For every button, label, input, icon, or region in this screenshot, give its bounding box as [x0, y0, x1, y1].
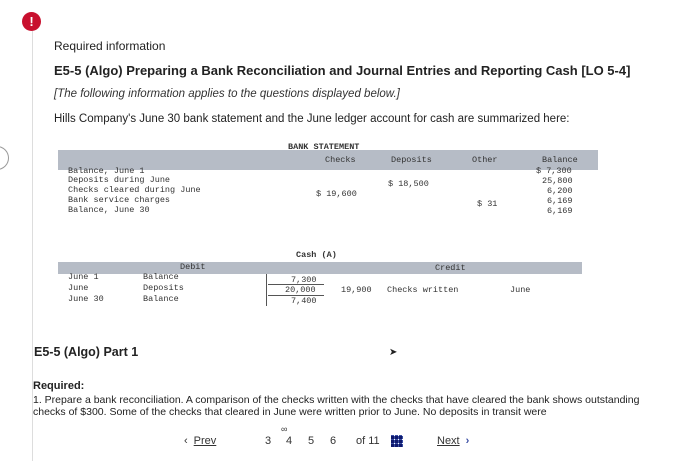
cash-account-title: Cash (A) — [296, 250, 337, 260]
required-text: 1. Prepare a bank reconciliation. A comparison of the checks written with the checks that have cleared the bank shows outstanding checks of $300. Some of the checks that cleared in June were written prior to June. No deposits in transit were — [33, 394, 640, 418]
bank-statement-title: BANK STATEMENT — [288, 142, 360, 152]
row-label: Bank service charges — [68, 195, 171, 205]
chevron-left-icon: ‹ — [184, 435, 188, 447]
debit-desc: Balance — [143, 294, 179, 304]
col-balance: Balance — [542, 155, 578, 165]
debit-amount: 7,300 — [291, 275, 317, 285]
row-checks: $ 19,600 — [316, 189, 357, 199]
part-heading: E5-5 (Algo) Part 1 — [34, 345, 139, 359]
intro-text: Hills Company's June 30 bank statement and the June ledger account for cash are summarized here: — [54, 113, 570, 125]
credit-desc: Checks written — [387, 285, 459, 295]
row-balance: 6,200 — [547, 186, 573, 196]
prev-button[interactable]: ‹ Prev — [184, 435, 217, 447]
side-panel-handle[interactable] — [0, 146, 9, 170]
chevron-right-icon: › — [465, 435, 470, 447]
row-balance: 25,800 — [542, 176, 573, 186]
row-balance: 6,169 — [547, 206, 573, 216]
page-6-link[interactable]: 6 — [330, 435, 337, 447]
credit-date: June — [510, 285, 531, 295]
debit-amount: 20,000 — [285, 285, 316, 295]
row-label: Checks cleared during June — [68, 185, 201, 195]
debit-amount: 7,400 — [291, 296, 317, 306]
mouse-cursor-icon: ➤ — [389, 347, 398, 358]
pagination-bar — [0, 424, 700, 458]
col-other: Other — [472, 155, 498, 165]
debit-desc: Balance — [143, 272, 179, 282]
row-label: Balance, June 1 — [68, 166, 145, 176]
page-5-link[interactable]: 5 — [308, 435, 315, 447]
cash-header-bar — [58, 262, 582, 274]
alert-icon: ! — [22, 12, 41, 31]
page-3-link[interactable]: 3 — [265, 435, 272, 447]
row-label: Deposits during June — [68, 175, 171, 185]
debit-label: Debit — [180, 262, 206, 272]
row-balance: 6,169 — [547, 196, 573, 206]
row-label: Balance, June 30 — [68, 205, 150, 215]
credit-label: Credit — [435, 263, 466, 273]
info-note: [The following information applies to the questions displayed below.] — [54, 88, 400, 100]
link-icon: ∞ — [281, 424, 288, 434]
t-account-divider — [266, 274, 267, 306]
cash-ledger-table — [58, 248, 582, 308]
debit-date: June 1 — [68, 272, 99, 282]
debit-date: June — [68, 283, 89, 293]
debit-desc: Deposits — [143, 283, 184, 293]
row-balance: $ 7,300 — [536, 166, 572, 176]
grid-icon[interactable] — [391, 435, 403, 447]
page-4-link[interactable]: 4 — [286, 435, 293, 447]
required-label: Required: — [33, 380, 85, 392]
page-count-label: of 11 — [356, 435, 380, 447]
col-checks: Checks — [325, 155, 356, 165]
row-deposits: $ 18,500 — [388, 179, 429, 189]
debit-date: June 30 — [68, 294, 104, 304]
row-other: $ 31 — [477, 199, 498, 209]
credit-amount: 19,900 — [341, 285, 372, 295]
bank-statement-table — [58, 141, 598, 236]
col-deposits: Deposits — [391, 155, 432, 165]
next-button[interactable]: Next › — [437, 435, 470, 447]
required-info-label: Required information — [54, 39, 166, 53]
problem-title: E5-5 (Algo) Preparing a Bank Reconciliation and Journal Entries and Reporting Cash [LO 5-4] — [54, 63, 631, 78]
